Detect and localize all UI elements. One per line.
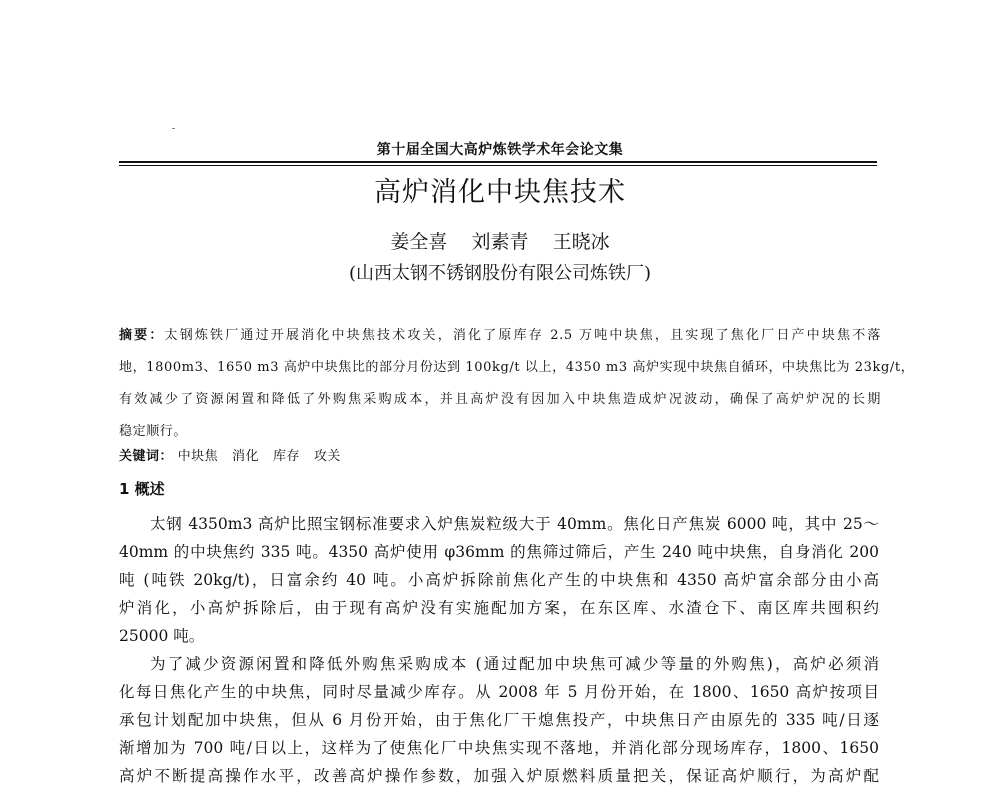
running-header: 第十届全国大高炉炼铁学术年会论文集 [376, 142, 624, 158]
abstract-label: 摘要： [119, 328, 165, 343]
scan-mark [172, 128, 175, 129]
abstract-line: 稳定顺行。 [119, 424, 188, 439]
body-line: 40mm 的中块焦约 335 吨。4350 高炉使用 φ36mm 的焦筛过筛后，产生 240 吨中块焦，自身消化 200 [119, 543, 879, 561]
body-line: 吨 (吨铁 20kg/t)，日富余约 40 吨。小高炉拆除前焦化产生的中块焦和 4350 高炉富余部分由小高 [119, 571, 879, 589]
body-line: 太钢 4350m3 高炉比照宝钢标准要求入炉焦炭粒级大于 40mm。焦化日产焦炭 6000 吨，其中 25～ [150, 515, 879, 533]
body-line: 承包计划配加中块焦，但从 6 月份开始，由于焦化厂干熄焦投产，中块焦日产由原先的 335 吨/日逐 [119, 711, 879, 729]
section-heading: 1 概述 [119, 480, 165, 498]
keywords-label: 关键词： [119, 449, 174, 464]
body-line: 化每日焦化产生的中块焦，同时尽量减少库存。从 2008 年 5 月份开始，在 1800、1650 高炉按项目 [119, 683, 879, 701]
body-line: 25000 吨。 [119, 627, 205, 645]
header-rule-thick [119, 161, 877, 163]
abstract-text: 太钢炼铁厂通过开展消化中块焦技术攻关，消化了原库存 2.5 万吨中块焦，且实现了焦化厂日产中块焦不落 [164, 328, 881, 343]
abstract-line: 地，1800m3、1650 m3 高炉中块焦比的部分月份达到 100kg/t 以上，4350 m3 高炉实现中块焦自循环，中块焦比为 23kg/t， [119, 360, 915, 375]
body-line: 为了减少资源闲置和降低外购焦采购成本 (通过配加中块焦可减少等量的外购焦)，高炉必须消 [150, 655, 879, 673]
keywords [119, 447, 341, 467]
header-rule-thin [119, 165, 877, 166]
keywords-text: 中块焦 消化 库存 攻关 [173, 449, 341, 464]
body-line: 渐增加为 700 吨/日以上，这样为了使焦化厂中块焦实现不落地，并消化部分现场库存，1800、1650 [119, 739, 879, 757]
paper-title: 高炉消化中块焦技术 [374, 177, 626, 208]
body-line: 炉消化，小高炉拆除后，由于现有高炉没有实施配加方案，在东区库、水渣仓下、南区库共囤积约 [119, 599, 879, 617]
body-line: 高炉不断提高操作水平，改善高炉操作参数，加强入炉原燃料质量把关，保证高炉顺行，为高炉配 [119, 767, 879, 785]
abstract-line: 有效减少了资源闲置和降低了外购焦采购成本，并且高炉没有因加入中块焦造成炉况波动，确保了高炉炉况的长期 [119, 392, 881, 407]
body-text [119, 510, 879, 790]
abstract-line [119, 320, 881, 352]
abstract [119, 320, 915, 448]
paper-authors: 姜全喜 刘素青 王晓冰 [390, 231, 610, 253]
paper-affiliation: (山西太钢不锈钢股份有限公司炼铁厂) [348, 263, 652, 284]
